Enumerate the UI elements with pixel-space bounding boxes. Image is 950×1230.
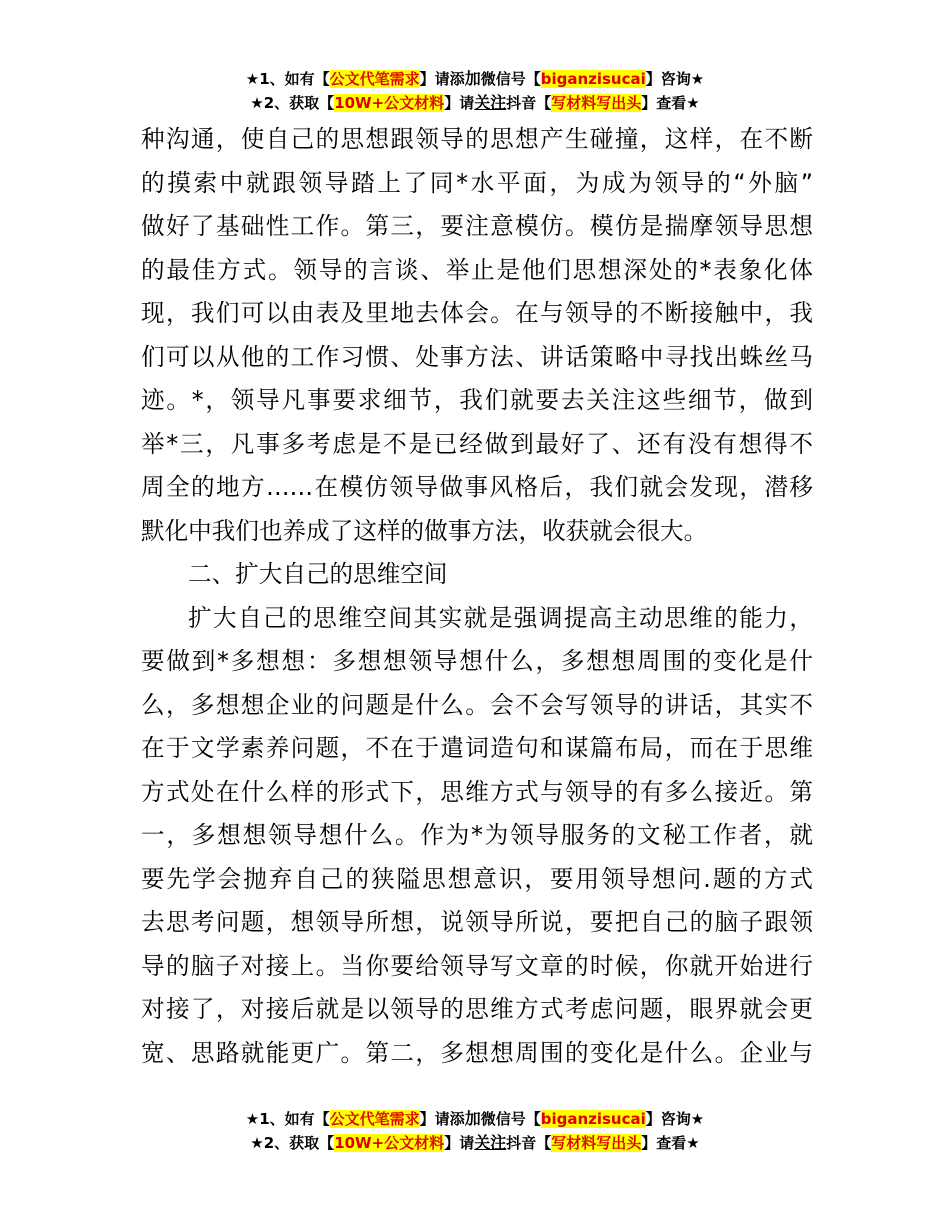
body-line: 一，多想想领导想什么。作为*为领导服务的文秘工作者，就 xyxy=(141,821,813,849)
promo-highlight-materials: 10W+公文材料 xyxy=(334,94,445,112)
promo-text: ★1、如有【 xyxy=(245,70,330,88)
promo-text: 微信号【 xyxy=(480,1110,541,1128)
body-line: 们可以从他的工作习惯、处事方法、讲话策略中寻找出蛛丝马 xyxy=(141,342,813,371)
document-body xyxy=(141,118,813,1075)
body-line: 扩大自己的思维空间其实就是强调提高主动思维的能力， xyxy=(188,603,813,632)
promo-highlight-materials: 10W+公文材料 xyxy=(334,1134,445,1152)
promo-text: ★2、获取【 xyxy=(250,94,335,112)
promo-text: 】请添 xyxy=(419,70,465,88)
promo-text: 微信号【 xyxy=(480,70,541,88)
body-line: 举*三，凡事多考虑是不是已经做到最好了、还有没有想得不 xyxy=(141,429,813,458)
promo-text: 】请 xyxy=(444,94,475,112)
promo-line-1 xyxy=(0,1107,950,1131)
promo-highlight-wechat-id: biganzisucai xyxy=(540,1110,646,1128)
promo-text: ★1、如有【 xyxy=(245,1110,330,1128)
promo-text: 加 xyxy=(464,1109,481,1128)
body-line: 现，我们可以由表及里地去体会。在与领导的不断接触中，我 xyxy=(141,299,813,327)
promo-text: 】咨询★ xyxy=(645,1110,705,1128)
body-line: 方式处在什么样的形式下，思维方式与领导的有多么接近。第 xyxy=(141,777,813,806)
body-line: 在于文学素养问题，不在于遣词造句和谋篇布局，而在于思维 xyxy=(141,734,813,762)
promo-highlight-douyin: 写材料写出头 xyxy=(551,94,642,112)
body-line: 要先学会抛弃自己的狭隘思想意识，要用领导想问.题的方式 xyxy=(141,864,813,893)
promo-line-1 xyxy=(0,67,950,91)
promo-text: 】查看★ xyxy=(641,94,700,112)
promo-text: 加 xyxy=(464,69,481,88)
body-line: 么，多想想企业的问题是什么。会不会写领导的讲话，其实不 xyxy=(141,690,813,719)
promo-text: ★2、获取【 xyxy=(250,1134,335,1152)
promo-text: 】请 xyxy=(444,1134,475,1152)
promo-text: 】请添 xyxy=(419,1110,465,1128)
body-line: 周全的地方……在模仿领导做事风格后，我们就会发现，潜移 xyxy=(141,473,813,501)
promo-highlight-service: 公文代笔需求 xyxy=(329,70,420,88)
promo-text: 关注 xyxy=(474,93,507,112)
promo-text: 抖音【 xyxy=(506,94,552,112)
body-line: 做好了基础性工作。第三，要注意模仿。模仿是揣摩领导思想 xyxy=(141,212,813,240)
body-line: 宽、思路就能更广。第二，多想想周围的变化是什么。企业与 xyxy=(141,1038,813,1067)
body-line: 要做到*多想想：多想想领导想什么，多想想周围的变化是什 xyxy=(141,647,813,675)
body-line: 对接了，对接后就是以领导的思维方式考虑问题，眼界就会更 xyxy=(141,995,813,1023)
promo-highlight-wechat-id: biganzisucai xyxy=(540,70,646,88)
body-line: 的摸索中就跟领导踏上了同*水平面，为成为领导的“外脑” xyxy=(141,168,813,197)
body-line: 迹。*，领导凡事要求细节，我们就要去关注这些细节，做到 xyxy=(141,386,813,414)
body-line: 的最佳方式。领导的言谈、举止是他们思想深处的*表象化体 xyxy=(141,255,813,284)
body-line: 默化中我们也养成了这样的做事方法，收获就会很大。 xyxy=(141,516,708,545)
promo-highlight-service: 公文代笔需求 xyxy=(329,1110,420,1128)
promo-line-2 xyxy=(0,1131,950,1155)
body-line: 去思考问题，想领导所想，说领导所说，要把自己的脑子跟领 xyxy=(141,908,813,936)
promo-text: 】查看★ xyxy=(641,1134,700,1152)
body-line: 导的脑子对接上。当你要给领导写文章的时候，你就开始进行 xyxy=(141,951,813,980)
promo-text: 】咨询★ xyxy=(645,70,705,88)
promo-text: 关注 xyxy=(474,1133,507,1152)
body-line: 种沟通，使自己的思想跟领导的思想产生碰撞，这样，在不断 xyxy=(141,125,813,153)
promo-highlight-douyin: 写材料写出头 xyxy=(551,1134,642,1152)
promo-line-2 xyxy=(0,91,950,115)
section-heading: 二、扩大自己的思维空间 xyxy=(188,560,448,588)
header-promo-banner xyxy=(0,67,950,115)
promo-text: 抖音【 xyxy=(506,1134,552,1152)
footer-promo-banner xyxy=(0,1107,950,1155)
